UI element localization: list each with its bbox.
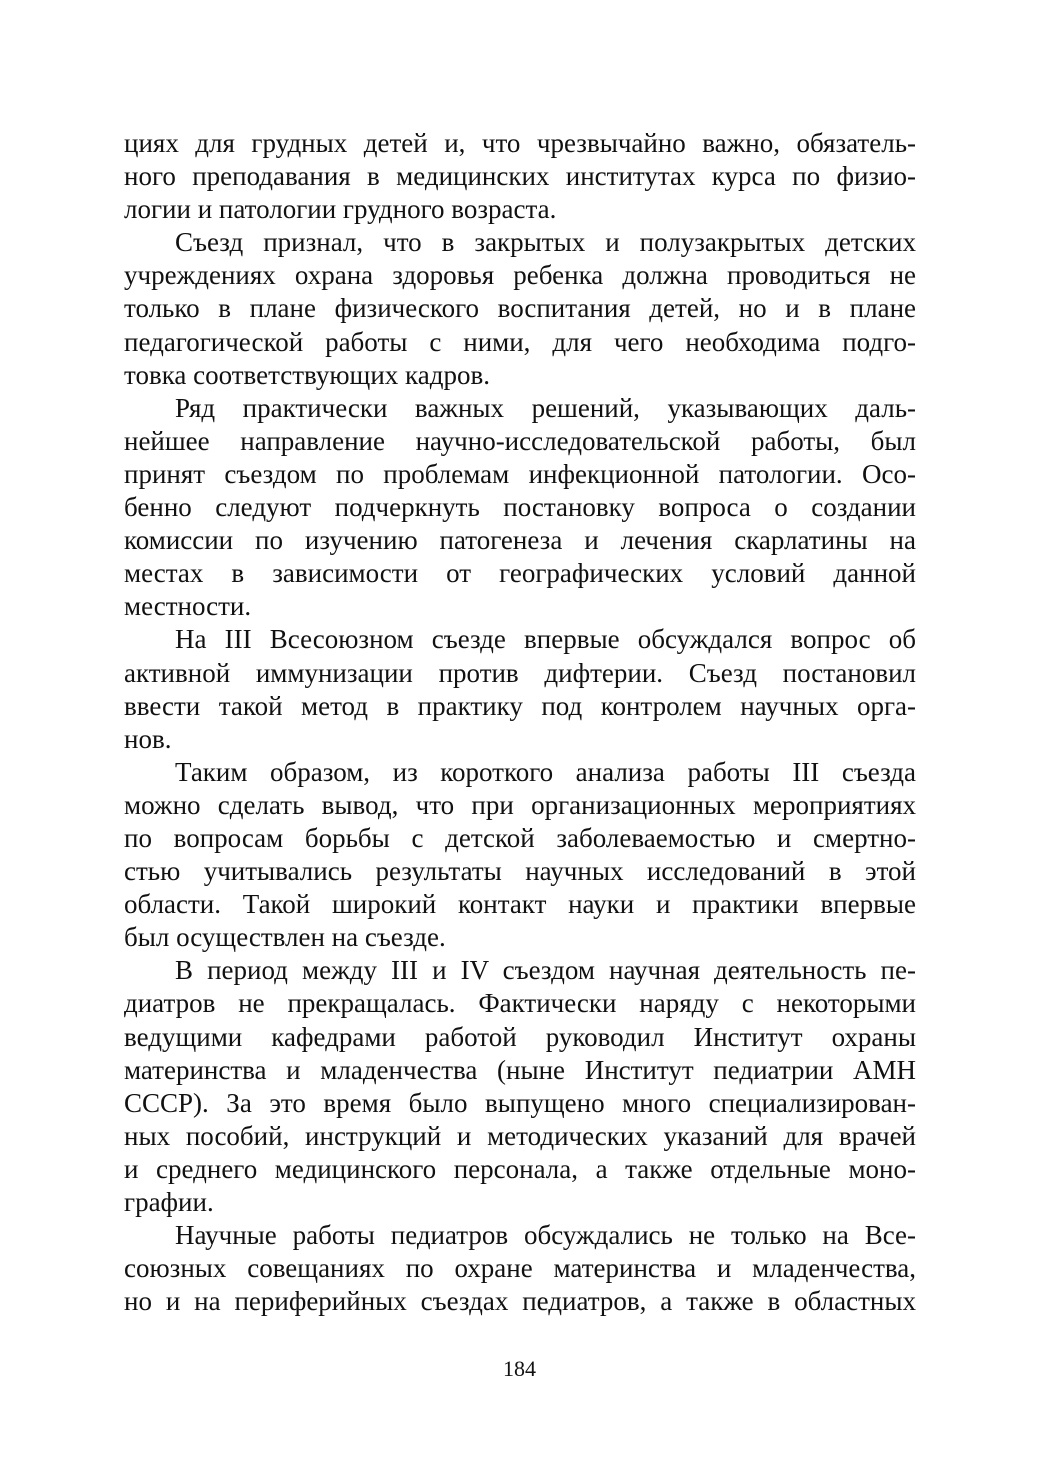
text-line: был осуществлен на съезде. [124, 922, 446, 953]
paragraph [124, 623, 916, 755]
text-line: ных пособий, инструкций и методических указаний для врачей [124, 1120, 916, 1151]
text-line: циях для грудных детей и, что чрезвычайно важно, обязатель- [124, 128, 916, 158]
text-line: союзных совещаниях по охране материнства и младенчества, [124, 1253, 916, 1284]
text-line: товка соответствующих кадров. [124, 359, 490, 390]
paragraph [124, 127, 916, 226]
text-line: логии и патологии грудного возраста. [124, 194, 557, 225]
text-line: стью учитывались результаты научных исследований в этой [124, 856, 916, 887]
text-line: учреждениях охрана здоровья ребенка должна проводиться не [124, 260, 916, 291]
text-line: В период между III и IV съездом научная деятельность пе- [175, 955, 916, 986]
paragraph [124, 392, 916, 624]
text-line: графии. [124, 1187, 214, 1217]
text-line: комиссии по изучению патогенеза и лечения скарлатины на [124, 525, 916, 556]
text-line: активной иммунизации против дифтерии. Съезд постановил [124, 657, 916, 688]
text-line: только в плане физического воспитания детей, но и в плане [124, 293, 916, 324]
page-number: 184 [503, 1356, 536, 1381]
paragraph [124, 756, 916, 955]
text-line: ного преподавания в медицинских институтах курса по физио- [124, 161, 916, 192]
paragraph [124, 954, 916, 1219]
text-line: области. Такой широкий контакт науки и практики впервые [124, 889, 916, 920]
text-line: На III Всесоюзном съезде впервые обсуждался вопрос об [175, 624, 916, 655]
text-line: Съезд признал, что в закрытых и полузакрытых детских [175, 227, 916, 258]
text-line: принят съездом по проблемам инфекционной патологии. Осо- [124, 458, 916, 489]
paragraph [124, 1219, 916, 1318]
text-line: и среднего медицинского персонала, а также отдельные моно- [124, 1153, 916, 1184]
text-line: бенно следуют подчеркнуть постановку вопроса о создании [124, 492, 916, 523]
text-line: Таким образом, из короткого анализа работы III съезда [175, 756, 916, 787]
body-text [124, 127, 916, 1318]
text-line: но и на периферийных съездах педиатров, а также в областных [124, 1286, 916, 1317]
text-line: нов. [124, 723, 172, 754]
text-line: местах в зависимости от географических условий данной [124, 558, 916, 589]
text-line: местности. [124, 591, 252, 622]
text-line: ввести такой метод в практику под контролем научных орга- [124, 690, 916, 721]
text-line: материнства и младенчества (ныне Институт педиатрии АМН [124, 1054, 916, 1085]
text-line: можно сделать вывод, что при организационных мероприятиях [124, 789, 916, 820]
text-line: ведущими кафедрами работой руководил Институт охраны [124, 1021, 916, 1052]
text-line: педагогической работы с ними, для чего необходима подго- [124, 326, 916, 357]
text-line: Научные работы педиатров обсуждались не только на Все- [175, 1220, 916, 1251]
text-line: по вопросам борьбы с детской заболеваемостью и смертно- [124, 822, 916, 853]
paragraph [124, 226, 916, 391]
text-line: Ряд практически важных решений, указывающих даль- [175, 392, 916, 423]
text-line: диатров не прекращалась. Фактически наряду с некоторыми [124, 988, 916, 1019]
text-line: нейшее направление научно-исследовательской работы, был [124, 425, 916, 456]
text-line: СССР). За это время было выпущено много специализирован- [124, 1087, 916, 1118]
